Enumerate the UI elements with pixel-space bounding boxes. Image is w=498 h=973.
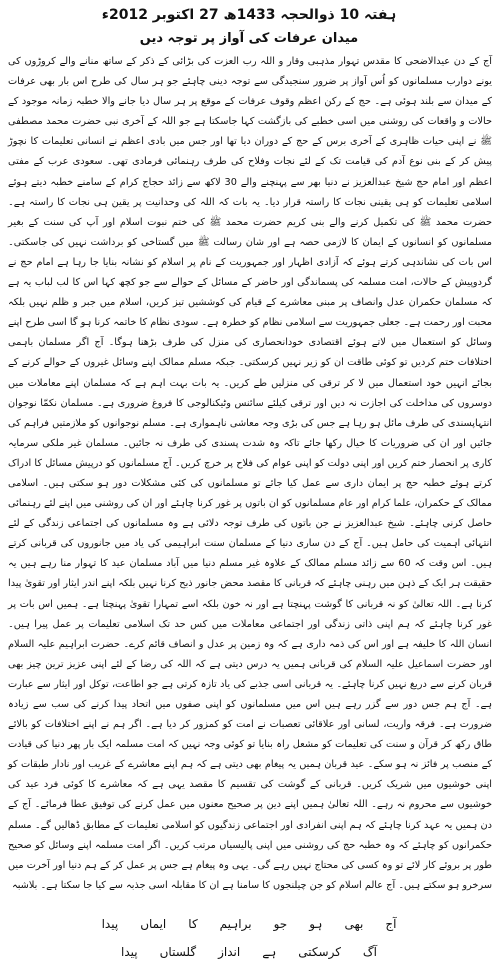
couplet-word: ایماں bbox=[140, 917, 167, 931]
headline: میدان عرفات کی آواز پر توجہ دیں bbox=[139, 31, 359, 46]
couplet-word: انداز bbox=[218, 945, 241, 959]
couplet-word: بھی bbox=[344, 917, 364, 931]
couplet-word: جو bbox=[273, 917, 288, 931]
couplet-word: آگ bbox=[362, 945, 377, 959]
couplet-word: پیدا bbox=[121, 945, 138, 959]
couplet-line-1 bbox=[0, 910, 498, 938]
couplet-line-2 bbox=[0, 938, 498, 966]
couplet-word: آج bbox=[385, 917, 397, 931]
couplet-word: گلستاں bbox=[159, 945, 197, 959]
couplet-word: براہیم bbox=[219, 917, 252, 931]
couplet-word: کرسکتی bbox=[298, 945, 341, 959]
couplet-word: کا bbox=[188, 917, 198, 931]
couplet-word: پیدا bbox=[101, 917, 119, 931]
couplet-word: ہو bbox=[309, 917, 323, 931]
article-paragraph: آج کے دن عیدالاضحی کا مقدس تہوار مذہبی وقار و اللہ رب العزت کی بڑائی کے ذکر کے ساتھ منانے والے کروڑوں کی یونے دوارب مسلمانوں کو اُس آواز پر ضرور سنجیدگی سے توجہ دینی چاہئے جو ہر سال کی طرح اس بار بھی عرفات کے میدان سے بلند ہوئی ہے۔ حج کے رکن اعظم وقوف عرفات کے موقع پر ہر سال دیا جانے والا خطبہ زمانہ موجود کے حالات و واقعات کی روشنی میں اسی خطبے کی بازگشت کہا جاسکتا ہے جو اللہ کے آخری نبی حضرت محمد مصطفی ﷺ نے اپنی حیات ظاہری کے آخری برس کے حج کے دوران دیا تھا اور جس میں بادی اعظم نے انسانی تعلیمات کا نچوڑ پیش کر کے بنی نوع آدم کی قیامت تک کے لئے نجات وفلاح کی طرف رہنمائی فرمادی تھی۔ سعودی عرب کے مفتی اعظم اور امام حج شیخ عبدالعزیز نے دنیا بھر سے پہنچنے والے 30 لاکھ سے زائد حجاج کرام کے سامنے خطبہ دیتے ہوئے اسلامی تعلیمات کو ہی یقینی نجات کا راستہ قرار دیا۔ یہ بات کہ اللہ کی وحدانیت پر یقین ہی نجات کا راستہ ہے۔ حضرت محمد ﷺ کی تکمیل کرنے والے بنی کریم حضرت محمد ﷺ کی ختم نبوت اسلام اور آپ کی سنت کے بغیر مسلمانوں کو انسانوں کے ایمان کا لازمی حصہ ہے اور شان رسالت ﷺ میں گستاخی کو برداشت نہیں کی جاسکتی۔ اس بات کی نشاندہی کرتے ہوئے کہ آزادی اظہار اور جمہوریت کے نام پر اسلام کو نشانہ بنایا جا رہا ہے امام حج نے گردوپیش کے حالات، امت مسلمہ کی پسماندگی اور حاضر کے مسائل کے حوالے سے جو کچھ کہا اس کا لب لباب یہ ہے کہ مسلمان حکمران عدل وانصاف پر مبنی معاشرے کے قیام کی کوششیں تیز کریں، اسلام میں جبر و ظلم نہیں بلکہ محبت اور رحمت ہے۔ جعلی جمہوریت سے اسلامی نظام کو خطرہ ہے۔ سودی نظام کا خاتمہ کرنا ہو گا اسی طرح اپنے وسائل کو استعمال میں لاتے ہوئے اقتصادی خودانحصاری کی منزل کی طرف بڑھنا ہوگا۔ آج اگر مسلمان باہمی اختلافات ختم کردیں تو کوئی طاقت ان کو زیر نہیں کرسکتی۔ جبکہ مسلم ممالک اپنے وسائل غیروں کے حوالے کرنے کے بجائے انہیں خود استعمال میں لا کر ترقی کی منزلیں طے کریں۔ یہ بات بہت اہم ہے کہ مسلمان اپنے معاملات میں دوسروں کی مداخلت کی اجازت نہ دیں اور ترقی کیلئے سائنس وٹیکنالوجی کا فروغ ضروری ہے۔ مسلمان نکمّا نوجوان انتہاپسندی کی طرف مائل ہو رہا ہے جس کی بڑی وجہ معاشی ناہمواری ہے۔ مسلم نوجوانوں کو ملازمتیں فراہم کی جائیں اور ان کی ضروریات کا خیال رکھا جائے تاکہ وہ شدت پسندی کی طرف نہ جائیں۔ مسلمان غیر ملکی سرمایہ کاری پر انحصار ختم کریں اور اپنی دولت کو اپنی عوام کی فلاح پر خرچ کریں۔ آج مسلمانوں کو درپیش مسائل کا ادراک کرتے ہوئے خطبہ حج پر ایمان داری سے عمل کیا جائے تو مسلمانوں کی کئی مشکلات دور ہو سکتی ہیں۔ اسلامی ممالک کے حکمران، علما کرام اور عام مسلمانوں کو ان باتوں پر غور کرنا چاہئے اور ان کی روشنی میں اپنے لئے رہنمائی حاصل کرنی چاہئے۔ شیخ عبدالعزیز نے جن باتوں کی طرف توجہ دلائی ہے وہ مسلمانوں کی اجتماعی زندگی کے لئے انتہائی اہمیت کی حامل ہیں۔ آج کے دن ساری دنیا کے مسلمان سنت ابراہیمی کی یاد میں جانوروں کی قربانی کرتے ہیں۔ اس وقت کہ 60 سے زائد مسلم ممالک کے علاوہ غیر مسلم دنیا میں آباد مسلمان عید کا تہوار منا رہے ہیں یہ حقیقت ہر ایک کے ذہن میں رہنی چاہئے کہ قربانی کا مقصد محض جانور ذبح کرنا نہیں بلکہ اپنے اندر ایثار اور تقویٰ پیدا کرنا ہے۔ اللہ تعالیٰ کو نہ قربانی کا گوشت پہنچتا ہے اور نہ خون بلکہ اسے تمہارا تقویٰ پہنچتا ہے۔ ہمیں اس بات پر غور کرنا چاہئے کہ ہم اپنی ذاتی زندگی اور اجتماعی معاملات میں کس حد تک اسلامی تعلیمات پر عمل پیرا ہیں۔ انسان اللہ کا خلیفہ ہے اور اس کی ذمہ داری ہے کہ وہ زمین پر عدل و انصاف قائم کرے۔ حضرت ابراہیم علیہ السلام اور حضرت اسماعیل علیہ السلام کی قربانی ہمیں یہ درس دیتی ہے کہ اللہ کی رضا کے لئے اپنی عزیز ترین چیز بھی قربان کرنے سے دریغ نہیں کرنا چاہئے۔ یہ قربانی اسی جذبے کی یاد تازہ کرتی ہے جو اطاعت، توکل اور ایثار سے عبارت ہے۔ آج ہم جس دور سے گزر رہے ہیں اس میں مسلمانوں کو اپنی صفوں میں اتحاد پیدا کرنے کی سب سے زیادہ ضرورت ہے۔ فرقہ واریت، لسانی اور علاقائی تعصبات نے امت کو کمزور کر دیا ہے۔ اگر ہم نے اپنے اختلافات کو بالائے طاق رکھ کر قرآن و سنت کی تعلیمات کو مشعل راہ بنایا تو کوئی وجہ نہیں کہ امت مسلمہ ایک بار پھر دنیا کی قیادت کے منصب پر فائز نہ ہو سکے۔ عید قربان ہمیں یہ پیغام بھی دیتی ہے کہ ہم اپنے معاشرے کے غریب اور نادار طبقات کو اپنی خوشیوں میں شریک کریں۔ قربانی کے گوشت کی تقسیم کا مقصد یہی ہے کہ معاشرے کا کوئی فرد عید کی خوشیوں سے محروم نہ رہے۔ اللہ تعالیٰ ہمیں اپنے دین پر صحیح معنوں میں عمل کرنے کی توفیق عطا فرمائے۔ آج کے دن ہمیں یہ عہد کرنا چاہئے کہ ہم اپنی انفرادی اور اجتماعی زندگیوں کو اسلامی تعلیمات کے مطابق ڈھالیں گے۔ مسلم حکمرانوں کو چاہئے کہ وہ خطبہ حج کی روشنی میں اپنی پالیسیاں مرتب کریں۔ اگر امت مسلمہ اپنے وسائل کو صحیح طور پر بروئے کار لائے تو وہ کسی کی محتاج نہیں رہے گی۔ یہی وہ پیغام ہے جس پر عمل کر کے ہم دنیا اور آخرت میں سرخرو ہو سکتے ہیں۔ آج عالم اسلام کو جن چیلنجوں کا سامنا ہے ان کا مقابلہ اسی جذبہ سے کیا جا سکتا ہے۔ بلاشبہ bbox=[8, 56, 492, 891]
couplet-word: ہے bbox=[262, 945, 277, 959]
dateline: ہفتہ 10 ذوالحجہ 1433ھ 27 اکتوبر 2012ء bbox=[101, 7, 397, 23]
article-body bbox=[8, 52, 492, 896]
closing-couplet bbox=[0, 910, 498, 966]
